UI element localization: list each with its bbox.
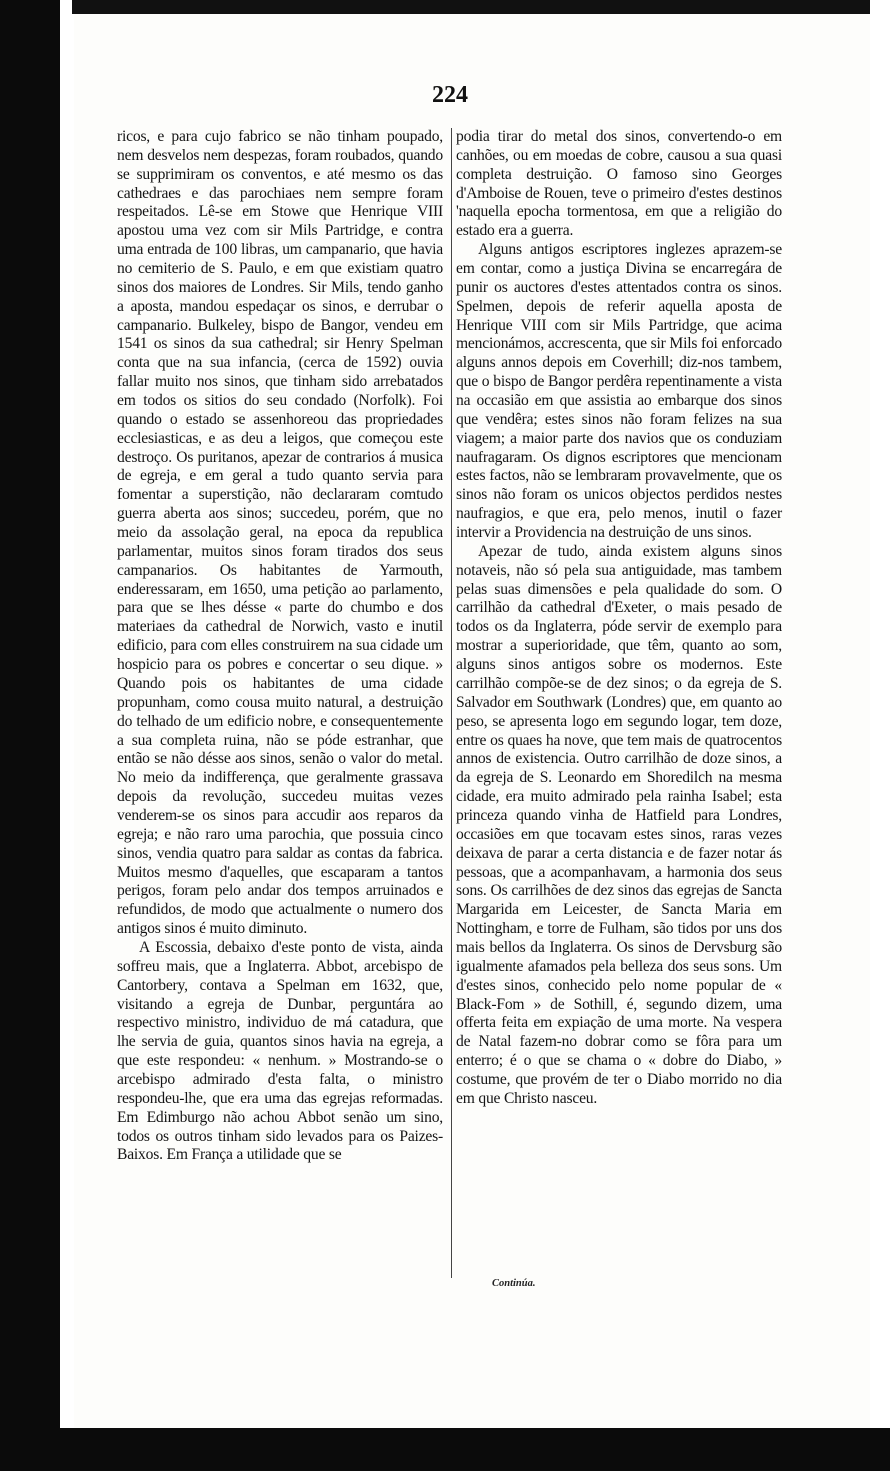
page-number: 224 [432,82,468,108]
left-paragraph-1: ricos, e para cujo fabrico se não tinham poupado, nem desvelos nem despezas, foram roubados, quando se supprimiram os conventos, e até mesmo os das cathedraes e das parochiaes nem sempre foram respeitados. Lê-se em Stowe que Henrique VIII apostou uma vez com sir Mils Partridge, e contra uma entrada de 100 libras, um campanario, que havia no cemiterio de S. Paulo, e em que existiam quatro sinos dos maiores de Londres. Sir Mils, tendo ganho a aposta, mandou espedaçar os sinos, e derrubar o campanario. Bulkeley, bispo de Bangor, vendeu em 1541 os sinos da sua cathedral; sir Henry Spelman conta que na sua infancia, (cerca de 1592) ouvia fallar muito nos sinos, que tinham sido arrebatados em todos os sitios do seu condado (Norfolk). Foi quando o estado se assenhoreou das propriedades ecclesiasticas, e as deu a leigos, que começou este destroço. Os puritanos, apezar de contrarios á musica de egreja, e em geral a tudo quanto servia para fomentar a superstição, não declararam comtudo guerra aberta aos sinos; succedeu, porém, que no meio da assolação geral, na epoca da republica parlamentar, muitos sinos foram tirados dos seus campanarios. Os habitantes de Yarmouth, enderessaram, em 1650, uma petição ao parlamento, para que se lhes désse « parte do chumbo e dos materiaes da cathedral de Norwich, vasto e inutil edificio, para com elles construirem na sua cidade um hospicio para os pobres e concertar o seu dique. » Quando pois os habitantes de uma cidade propunham, como cousa muito natural, a destruição do telhado de um edificio nobre, e consequentemente a sua completa ruina, não se póde estranhar, que então se não désse aos sinos, senão o valor do metal. No meio da indifferença, que geralmente grassava depois da revolução, succedeu muitas vezes venderem-se os sinos para accudir aos reparos da egreja; e não raro uma parochia, que possuia cinco sinos, vendia quatro para saldar as contas da fabrica. Muitos mesmo d'aquelles, que escaparam a tantos perigos, foram pelo andar dos tempos arruinados e refundidos, de modo que actualmente o numero dos antigos sinos é muito diminuto. [117,128,443,938]
right-paragraph-1: podia tirar do metal dos sinos, convertendo-o em canhões, ou em moedas de cobre, causou a sua quasi completa destruição. O famoso sino Georges d'Amboise de Rouen, teve o primeiro d'estes destinos 'naquella epocha tormentosa, em que a religião do estado era a guerra. [456,128,782,240]
scan-border-right [870,0,890,1471]
left-column [117,128,443,1298]
left-paragraph-2: A Escossia, debaixo d'este ponto de vista, ainda soffreu mais, que a Inglaterra. Abbot, arcebispo de Cantorbery, contava a Spelman em 1632, que, visitando a egreja de Dunbar, perguntára ao respectivo ministro, individuo de má catadura, que lhe servia de guia, quantos sinos havia na egreja, a que este respondeu: « nenhum. » Mostrando-se o arcebispo admirado d'esta falta, o ministro respondeu-lhe, que era uma das egrejas reformadas. Em Edimburgo não achou Abbot senão um sino, todos os outros tinham sido levados para os Paizes-Baixos. Em França a utilidade que se [117,938,443,1164]
scan-border-bottom [0,1428,890,1471]
column-divider [451,128,452,1278]
right-paragraph-3: Apezar de tudo, ainda existem alguns sinos notaveis, não só pela sua antiguidade, mas tambem pelas suas dimensões e pela qualidade do som. O carrilhão da cathedral d'Exeter, o mais pesado de todos os da Inglaterra, póde servir de exemplo para mostrar a superioridade, que têm, quanto ao som, alguns sinos antigos sobre os modernos. Este carrilhão compõe-se de dez sinos; o da egreja de S. Salvador em Southwark (Londres) que, em quanto ao peso, se apresenta logo em segundo logar, tem doze, entre os quaes ha nove, que tem mais de quatrocentos annos de existencia. Outro carrilhão de doze sinos, a da egreja de S. Leonardo em Shoredilch na mesma cidade, era muito admirado pela rainha Isabel; esta princeza quando vinha de Hatfield para Londres, occasiões em que tocavam estes sinos, raras vezes deixava de parar a certa distancia e de fazer notar ás pessoas, que a acompanhavam, a harmonia dos seus sons. Os carrilhões de dez sinos das egrejas de Sancta Margarida em Leicester, de Sancta Maria em Nottingham, e torre de Fulham, são tidos por uns dos mais bellos da Inglaterra. Os sinos de Dervsburg são igualmente afamados pela belleza dos seus sons. Um d'estes sinos, conhecido pelo nome popular de « Black-Fom » de Sothill, é, segundo dizem, uma offerta feita em expiação de uma morte. Na vespera de Natal fazem-no dobrar como se fôra para um enterro; é o que se chama o « dobre do Diabo, » costume, que provém de ter o Diabo morrido no dia em que Christo nasceu. [456,542,782,1107]
scan-margin-strip [60,0,72,1471]
right-paragraph-2: Alguns antigos escriptores inglezes aprazem-se em contar, como a justiça Divina se encarregára de punir os auctores d'estes attentados contra os sinos. Spelmen, depois de referir aquella aposta de Henrique VIII com sir Mils Partridge, que acima mencionámos, accrescenta, que sir Mils foi enforcado alguns annos depois em Coverhill; diz-nos tambem, que o bispo de Bangor perdêra repentinamente a vista na occasião em que assistia ao embarque dos sinos que vendêra; estes sinos não foram felizes na sua viagem; a maior parte dos navios que os conduziam naufragaram. Os dignos escriptores que mencionam estes factos, não se lembraram provavelmente, que os sinos não foram os unicos objectos perdidos nestes naufragios, e que era, pelo menos, inutil o fazer intervir a Providencia na destruição de uns sinos. [456,241,782,542]
scan-border-top [0,0,890,14]
right-column [456,128,782,1298]
continuation-note: Continúa. [492,1278,536,1289]
